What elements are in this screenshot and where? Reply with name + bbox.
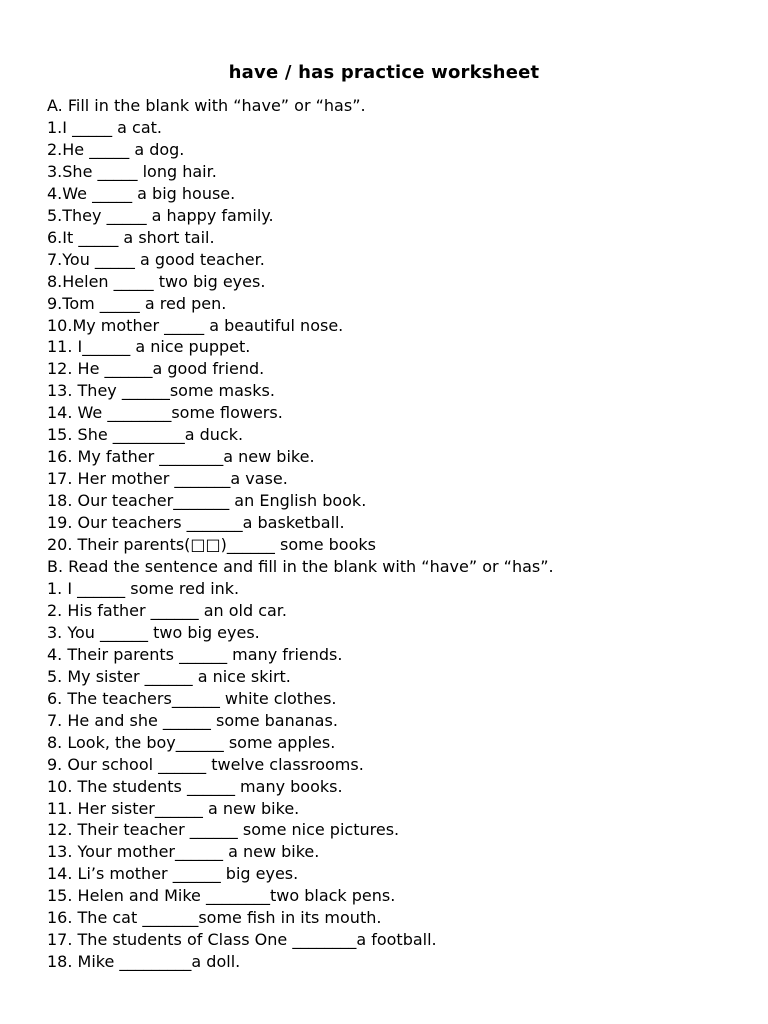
worksheet-line: 14. Li’s mother ______ big eyes. xyxy=(47,864,299,884)
worksheet-line: 3. You ______ two big eyes. xyxy=(47,622,260,642)
worksheet-line: 12. Their teacher ______ some nice pictures. xyxy=(47,820,400,840)
worksheet-line: 6. The teachers______ white clothes. xyxy=(47,688,337,708)
worksheet-line: 18. Mike _________a doll. xyxy=(47,952,241,972)
worksheet-line: 1.I _____ a cat. xyxy=(47,117,163,137)
worksheet-line: 13. Your mother______ a new bike. xyxy=(47,842,320,862)
worksheet-line: 4.We _____ a big house. xyxy=(47,183,236,203)
worksheet-line: 11. I______ a nice puppet. xyxy=(47,337,251,357)
worksheet-line: 5.They _____ a happy family. xyxy=(47,205,274,225)
worksheet-line: 20. Their parents(□□)______ some books xyxy=(47,535,376,555)
worksheet-line: 9. Our school ______ twelve classrooms. xyxy=(47,754,364,774)
worksheet-line: 16. My father ________a new bike. xyxy=(47,447,315,467)
worksheet-line: 15. Helen and Mike ________two black pens. xyxy=(47,886,396,906)
worksheet-line: 17. Her mother _______a vase. xyxy=(47,469,288,489)
worksheet-line: B. Read the sentence and fill in the blank with “have” or “has”. xyxy=(47,557,554,577)
worksheet-line: 4. Their parents ______ many friends. xyxy=(47,644,343,664)
worksheet-line: A. Fill in the blank with “have” or “has”. xyxy=(47,96,366,115)
worksheet-line: 7. He and she ______ some bananas. xyxy=(47,710,338,730)
worksheet-line: 13. They ______some masks. xyxy=(47,381,275,401)
worksheet-line: 12. He ______a good friend. xyxy=(47,359,265,379)
worksheet-line: 2. His father ______ an old car. xyxy=(47,600,287,620)
worksheet-line: 8.Helen _____ two big eyes. xyxy=(47,271,266,291)
worksheet-line: 7.You _____ a good teacher. xyxy=(47,249,265,269)
worksheet-line: 3.She _____ long hair. xyxy=(47,161,217,181)
worksheet-line: 15. She _________a duck. xyxy=(47,425,244,445)
worksheet-line: 8. Look, the boy______ some apples. xyxy=(47,732,336,752)
worksheet-line: 10.My mother _____ a beautiful nose. xyxy=(47,315,344,335)
worksheet-body xyxy=(47,95,747,973)
worksheet-line: 5. My sister ______ a nice skirt. xyxy=(47,666,291,686)
worksheet-line: 6.It _____ a short tail. xyxy=(47,227,215,247)
worksheet-line: 17. The students of Class One ________a football. xyxy=(47,930,437,950)
worksheet-line: 10. The students ______ many books. xyxy=(47,776,343,796)
worksheet-line: 2.He _____ a dog. xyxy=(47,139,185,159)
worksheet-line: 1. I ______ some red ink. xyxy=(47,578,240,598)
worksheet-line: 16. The cat _______some fish in its mouth. xyxy=(47,908,382,928)
worksheet-line: 19. Our teachers _______a basketball. xyxy=(47,513,345,533)
worksheet-line: 9.Tom _____ a red pen. xyxy=(47,293,227,313)
worksheet-line: 18. Our teacher_______ an English book. xyxy=(47,491,367,511)
worksheet-title: have / has practice worksheet xyxy=(228,62,540,83)
worksheet-line: 14. We ________some flowers. xyxy=(47,403,283,423)
worksheet-line: 11. Her sister______ a new bike. xyxy=(47,798,300,818)
